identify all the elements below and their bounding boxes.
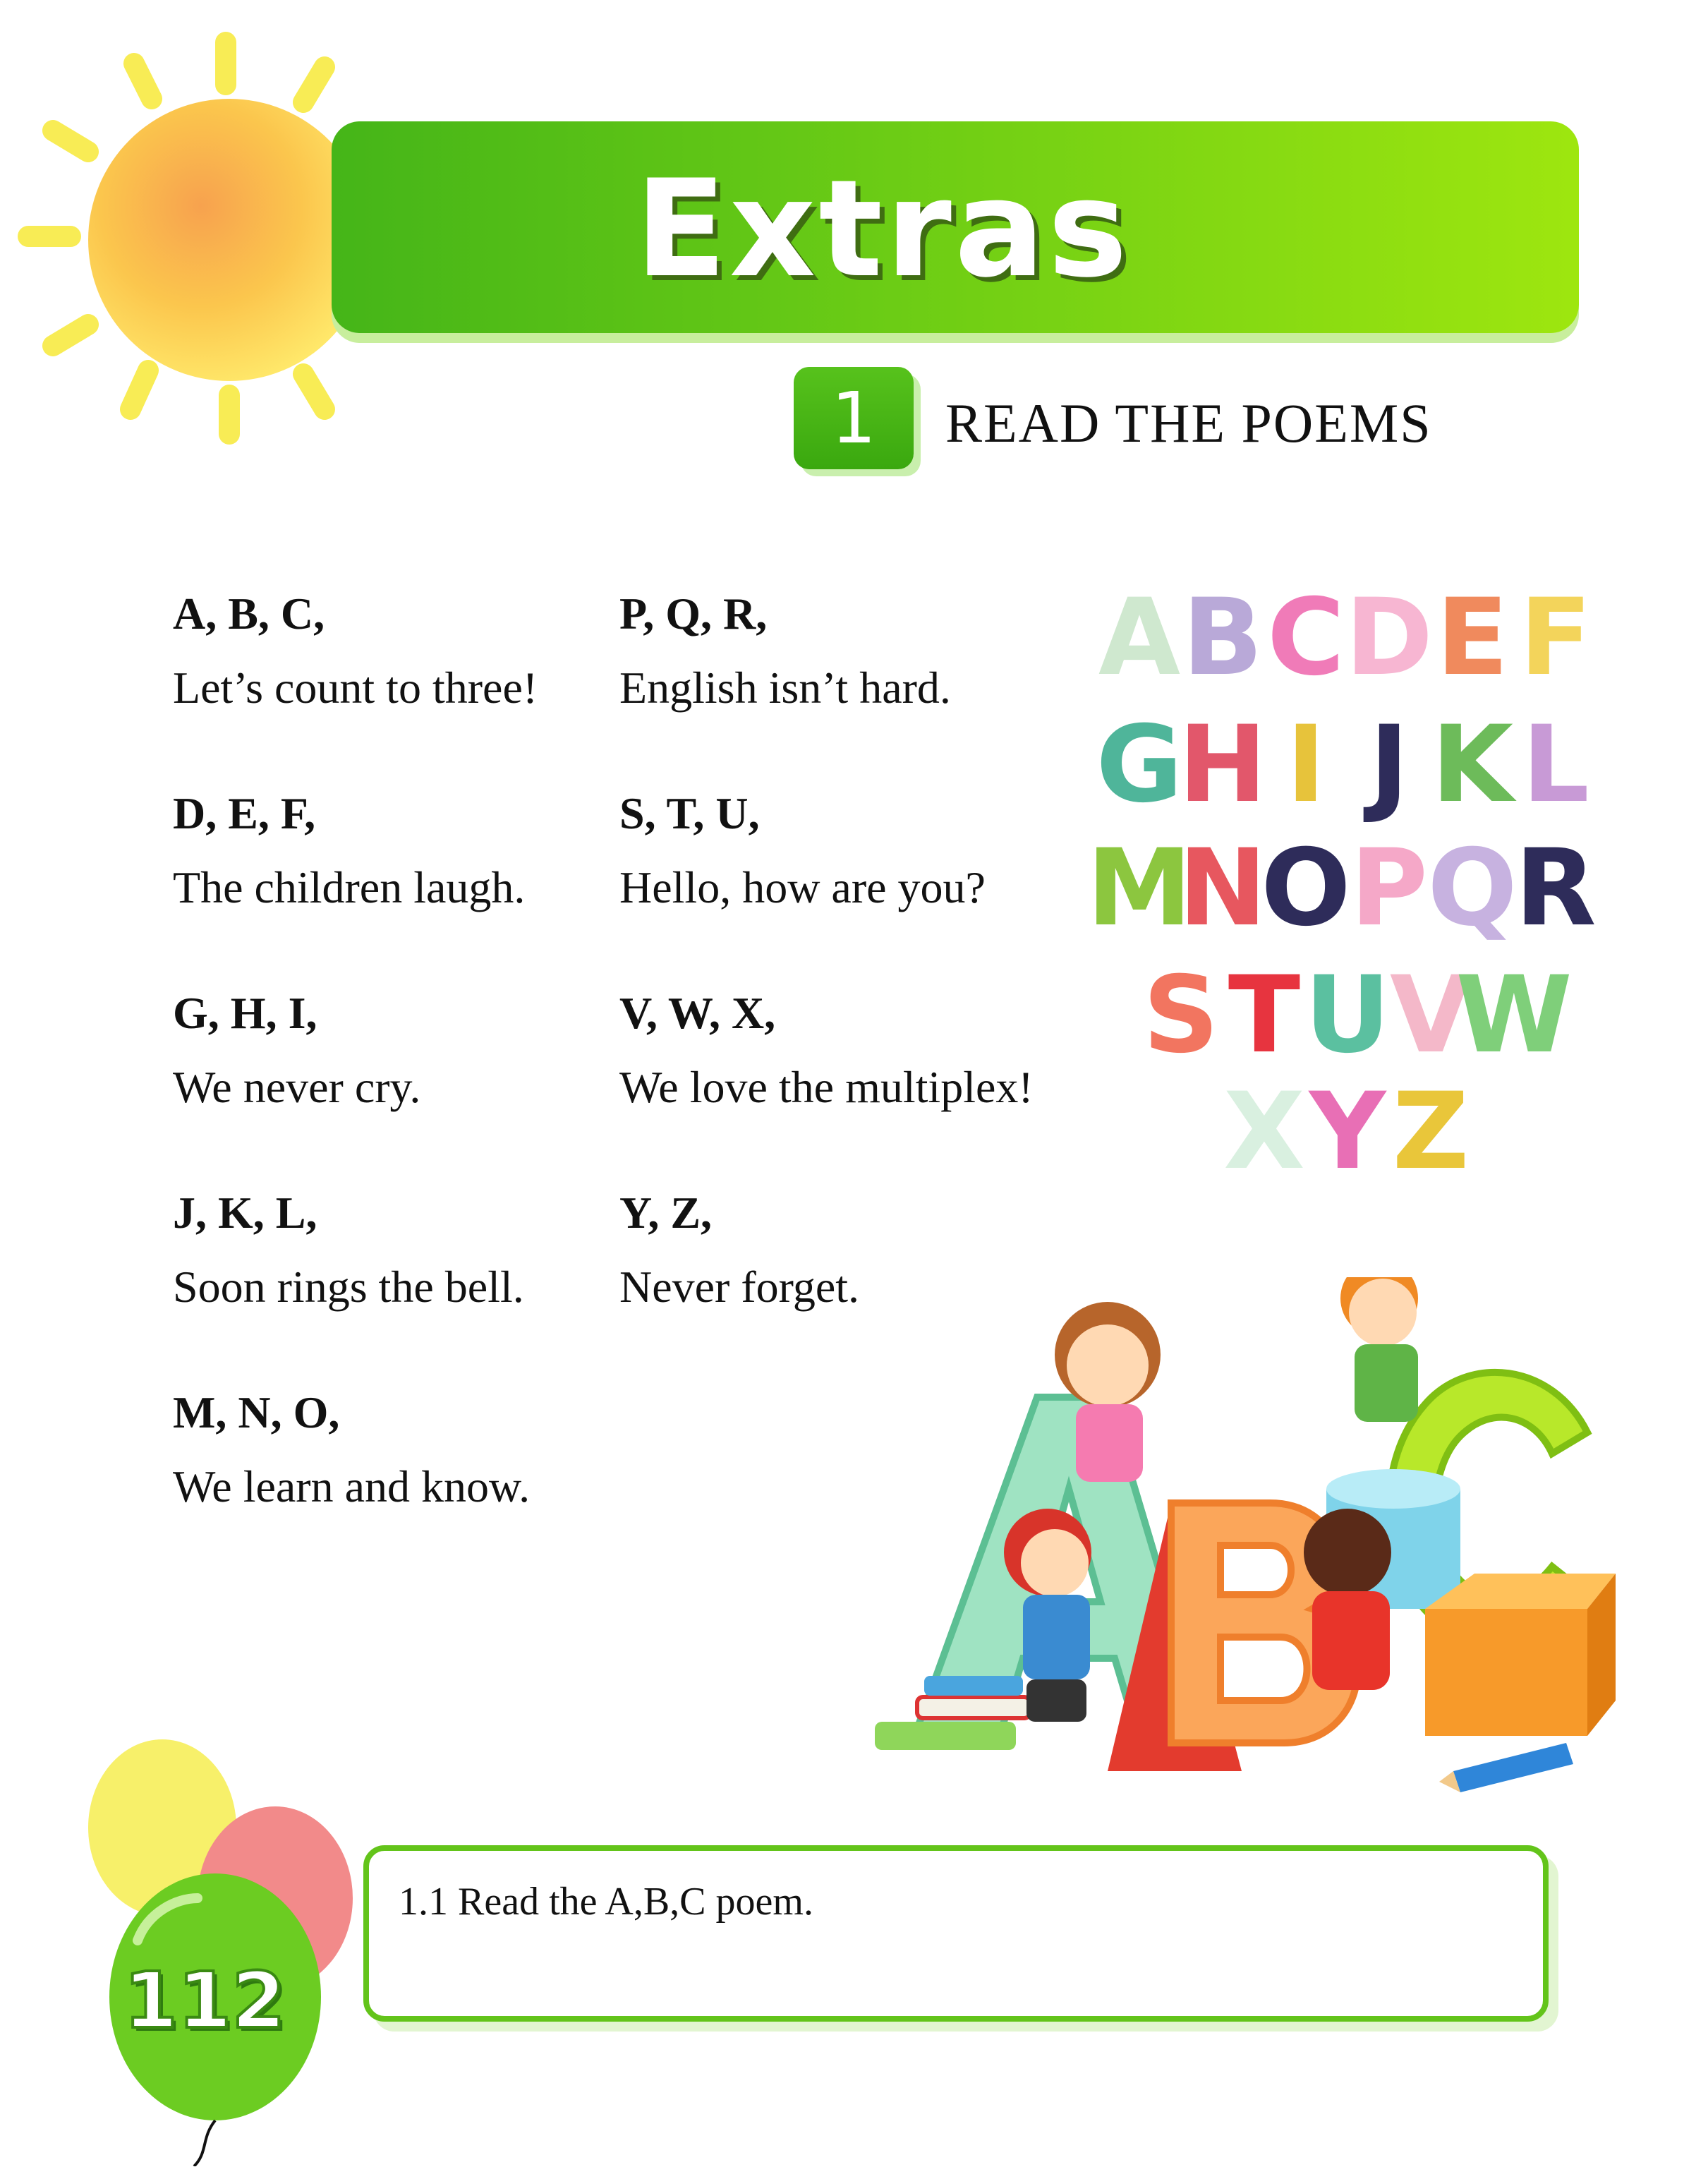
alphabet-letter-z: Z — [1392, 1070, 1470, 1178]
stanza-line: English isn’t hard. — [619, 663, 951, 713]
alphabet-letter-m: M — [1086, 827, 1192, 950]
stanza-line: We never cry. — [173, 1062, 421, 1112]
stanza — [173, 1178, 610, 1377]
alphabet-letter-g: G — [1096, 704, 1183, 826]
stanza-letters: M, N, O, — [173, 1387, 340, 1437]
alphabet-letter-i: I — [1286, 704, 1326, 826]
section-number-badge: 1 — [794, 367, 914, 469]
alphabet-letter-n: N — [1178, 827, 1267, 950]
stanza-letters: A, B, C, — [173, 588, 325, 639]
kids-abc-illustration — [875, 1277, 1616, 1799]
page-title: Extras — [635, 151, 1131, 307]
page-number: 112 — [123, 1955, 286, 2046]
alphabet-letter-c: C — [1266, 577, 1345, 699]
stanza — [173, 978, 610, 1178]
stanza — [619, 978, 1099, 1178]
alphabet-letter-a: A — [1098, 577, 1181, 699]
alphabet-letter-s: S — [1142, 954, 1220, 1077]
alphabet-letter-q: Q — [1427, 827, 1518, 950]
stanza-letters: G, H, I, — [173, 988, 317, 1038]
stanza — [173, 579, 610, 778]
stanza-letters: D, E, F, — [173, 788, 316, 838]
stanza — [173, 778, 610, 978]
stanza-line: Never forget. — [619, 1262, 859, 1312]
alphabet-letter-j: J — [1369, 704, 1409, 826]
alphabet-letter-p: P — [1350, 827, 1428, 950]
stanza-line: We learn and know. — [173, 1461, 531, 1511]
poem-left-column — [173, 579, 610, 1577]
alphabet-letter-u: U — [1304, 954, 1391, 1077]
stanza — [173, 1377, 610, 1577]
alphabet-letter-x: X — [1223, 1070, 1305, 1178]
poem-right-column — [619, 579, 1099, 1377]
alphabet-letter-f: F — [1519, 577, 1592, 699]
alphabet-letter-t: T — [1228, 954, 1301, 1077]
alphabet-letter-v: V — [1389, 954, 1472, 1077]
alphabet-letter-w: W — [1455, 954, 1573, 1077]
stanza-line: Hello, how are you? — [619, 862, 986, 912]
stanza-letters: P, Q, R, — [619, 588, 768, 639]
stanza-line: The children laugh. — [173, 862, 526, 912]
section-title: READ THE POEMS — [945, 392, 1432, 454]
alphabet-letter-d: D — [1345, 577, 1434, 699]
alphabet-letter-l: L — [1522, 704, 1589, 826]
stanza-letters: V, W, X, — [619, 988, 776, 1038]
stanza-letters: J, K, L, — [173, 1188, 317, 1238]
alphabet-letter-o: O — [1261, 827, 1351, 950]
stanza-letters: S, T, U, — [619, 788, 760, 838]
alphabet-letter-b: B — [1182, 577, 1264, 699]
stanza — [619, 579, 1099, 778]
stanza-line: We love the multiplex! — [619, 1062, 1034, 1112]
alphabet-letter-r: R — [1515, 827, 1597, 950]
alphabet-letter-h: H — [1178, 704, 1267, 826]
stanza — [619, 778, 1099, 978]
stanza-letters: Y, Z, — [619, 1188, 713, 1238]
stanza-line: Soon rings the bell. — [173, 1262, 524, 1312]
alphabet-letter-y: Y — [1309, 1070, 1386, 1178]
alphabet-letter-e: E — [1436, 577, 1509, 699]
task-instruction: 1.1 Read the A,B,C poem. — [399, 1880, 813, 1924]
alphabet-letter-k: K — [1431, 704, 1514, 826]
stanza-line: Let’s count to three! — [173, 663, 538, 713]
alphabet-art — [1079, 557, 1616, 1178]
balloons-icon — [71, 1722, 367, 2166]
